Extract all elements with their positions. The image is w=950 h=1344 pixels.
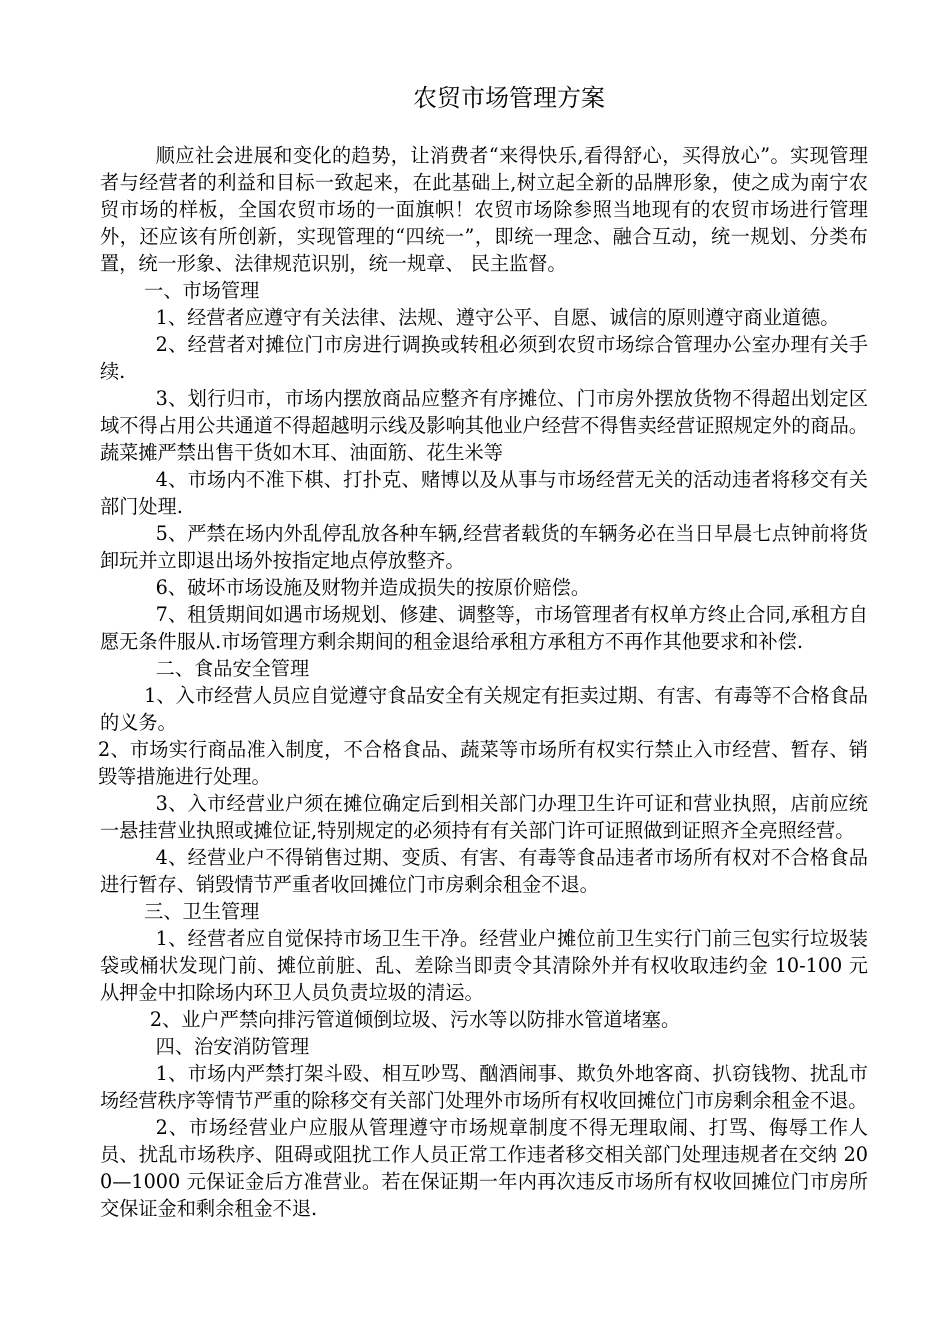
hygiene-item-2: 2、业户严禁向排污管道倾倒垃圾、污水等以防排水管道堵塞。 — [149, 1008, 681, 1031]
market-item-3: 3、划行归市，市场内摆放商品应整齐有序摊位、门市房外摆放货物不得超出划定区域不得占用公共通道不得超越明示线及影响其他业户经营不得售卖经营证照规定外的商品。蔬菜摊严禁出售干货如木耳、油面筋、花生米等 — [100, 387, 868, 464]
section-heading-food-safety: 二、食品安全管理 — [155, 657, 310, 680]
security-item-2: 2、市场经营业户应服从管理遵守市场规章制度不得无理取闹、打骂、侮辱工作人员、扰乱市场秩序、阻碍或阻扰工作人员正常工作违者移交相关部门处理违规者在交纳 200—1000 元保证金后方准营业。若在保证期一年内再次违反市场所有权收回摊位门市房所交保证金和剩余租金不退. — [100, 1116, 868, 1220]
section-heading-security: 四、治安消防管理 — [155, 1035, 310, 1058]
market-item-6: 6、破坏市场设施及财物并造成损失的按原价赔偿。 — [155, 576, 591, 599]
intro-paragraph: 顺应社会进展和变化的趋势，让消费者“来得快乐,看得舒心，买得放心”。实现管理者与经营者的利益和目标一致起来，在此基础上,树立起全新的品牌形象，使之成为南宁农贸市场的样板，全国农贸市场的一面旗帜！农贸市场除参照当地现有的农贸市场进行管理外，还应该有所创新，实现管理的“四统一”，即统一理念、融合互动，统一规划、分类布置，统一形象、法律规范识别，统一规章、 民主监督。 — [100, 144, 868, 275]
security-item-1: 1、市场内严禁打架斗殴、相互吵骂、酗酒闹事、欺负外地客商、扒窃钱物、扰乱市场经营秩序等情节严重的除移交有关部门处理外市场所有权收回摊位门市房剩余租金不退。 — [100, 1062, 868, 1112]
food-item-1: 1、入市经营人员应自觉遵守食品安全有关规定有拒卖过期、有害、有毒等不合格食品的义务。 — [100, 684, 868, 734]
market-item-7: 7、租赁期间如遇市场规划、修建、调整等，市场管理者有权单方终止合同,承租方自愿无条件服从.市场管理方剩余期间的租金退给承租方承租方不再作其他要求和补偿. — [100, 603, 868, 653]
market-item-5: 5、严禁在场内外乱停乱放各种车辆,经营者载货的车辆务必在当日早晨七点钟前将货卸玩并立即退出场外按指定地点停放整齐。 — [100, 522, 868, 572]
market-item-4: 4、市场内不准下棋、打扑克、赌博以及从事与市场经营无关的活动违者将移交有关部门处理. — [100, 468, 868, 518]
document-title: 农贸市场管理方案 — [413, 84, 605, 112]
food-item-3: 3、入市经营业户须在摊位确定后到相关部门办理卫生许可证和营业执照，店前应统一悬挂营业执照或摊位证,特别规定的必须持有有关部门许可证照做到证照齐全亮照经营。 — [100, 792, 868, 842]
food-item-4: 4、经营业户不得销售过期、变质、有害、有毒等食品违者市场所有权对不合格食品进行暂存、销毁情节严重者收回摊位门市房剩余租金不退。 — [100, 846, 868, 896]
market-item-1: 1、经营者应遵守有关法律、法规、遵守公平、自愿、诚信的原则遵守商业道德。 — [155, 306, 840, 329]
food-item-2: 2、市场实行商品准入制度，不合格食品、蔬菜等市场所有权实行禁止入市经营、暂存、销毁等措施进行处理。 — [98, 738, 868, 788]
section-heading-market: 一、市场管理 — [144, 279, 260, 302]
document-page — [100, 78, 868, 1222]
section-heading-hygiene: 三、卫生管理 — [144, 900, 260, 923]
market-item-2: 2、经营者对摊位门市房进行调换或转租必须到农贸市场综合管理办公室办理有关手续. — [100, 333, 868, 383]
hygiene-item-1: 1、经营者应自觉保持市场卫生干净。经营业户摊位前卫生实行门前三包实行垃圾装袋或桶状发现门前、摊位前脏、乱、差除当即责令其清除外并有权收取违约金 10-100 元从押金中扣除场内环卫人员负责垃圾的清运。 — [100, 927, 868, 1004]
